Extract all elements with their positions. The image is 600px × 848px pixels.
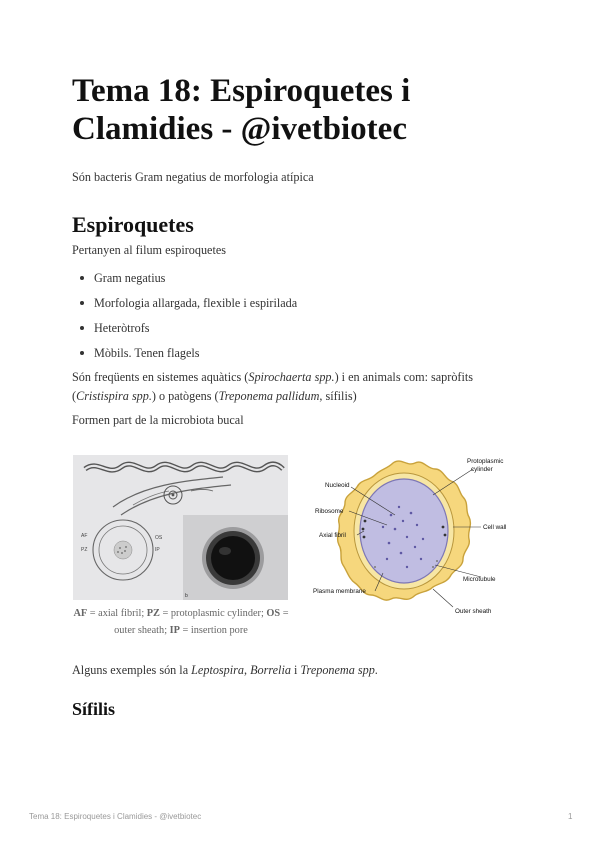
list-item: Mòbils. Tenen flagels xyxy=(72,341,297,366)
section-heading-sifilis: Sífilis xyxy=(72,699,116,719)
label-microtubule: Microtubule xyxy=(463,576,496,583)
microbiota-text: Formen part de la microbiota bucal xyxy=(72,413,244,427)
examples-paragraph: Alguns exemples són la Leptospira, Borrelia i Treponema spp. xyxy=(72,663,378,677)
spirochete-cross-section-diagram xyxy=(303,455,507,619)
label-outer-sheath: Outer sheath xyxy=(455,608,492,615)
label-ribosome: Ribosome xyxy=(315,508,344,515)
list-item: Gram negatius xyxy=(72,266,297,291)
spirochete-structure-figure xyxy=(73,455,288,600)
svg-text:OS: OS xyxy=(155,535,163,541)
svg-text:PZ: PZ xyxy=(81,547,88,553)
label-axial-fibril: Axial fibril xyxy=(319,532,346,539)
habitat-paragraph: Són freqüents en sistemes aquàtics (Spirochaerta spp.) i en animals com: sapròfits (Cristispira spp.) o patògens (Treponema pallidum, sífilis) xyxy=(72,370,473,403)
section-heading-espiroquetes: Espiroquetes xyxy=(72,212,194,237)
page-title: Tema 18: Espiroquetes i Clamidies - @ivetbiotec xyxy=(72,73,411,147)
page-number: 1 xyxy=(568,812,573,821)
feature-list xyxy=(72,266,297,366)
label-protoplasmic: Protoplasmic xyxy=(467,458,504,465)
section-lead: Pertanyen al filum espiroquetes xyxy=(72,243,226,257)
svg-text:AF: AF xyxy=(81,533,88,539)
page-footer: Tema 18: Espiroquetes i Clamidies - @ivetbiotec xyxy=(29,812,202,821)
label-plasma-membrane: Plasma membrane xyxy=(313,588,366,595)
list-item: Morfologia allargada, flexible i espirilada xyxy=(72,291,297,316)
intro-text: Són bacteris Gram negatius de morfologia atípica xyxy=(72,170,314,184)
svg-text:b: b xyxy=(185,593,188,599)
svg-text:IP: IP xyxy=(155,547,160,553)
figure-caption: AF = axial fibril; PZ = protoplasmic cylinder; OS = outer sheath; IP = insertion pore xyxy=(73,608,289,636)
list-item: Heteròtrofs xyxy=(72,316,297,341)
label-cylinder: cylinder xyxy=(471,466,493,473)
label-nucleoid: Nucleoid xyxy=(325,482,350,489)
label-cell-wall: Cell wall xyxy=(483,524,507,531)
